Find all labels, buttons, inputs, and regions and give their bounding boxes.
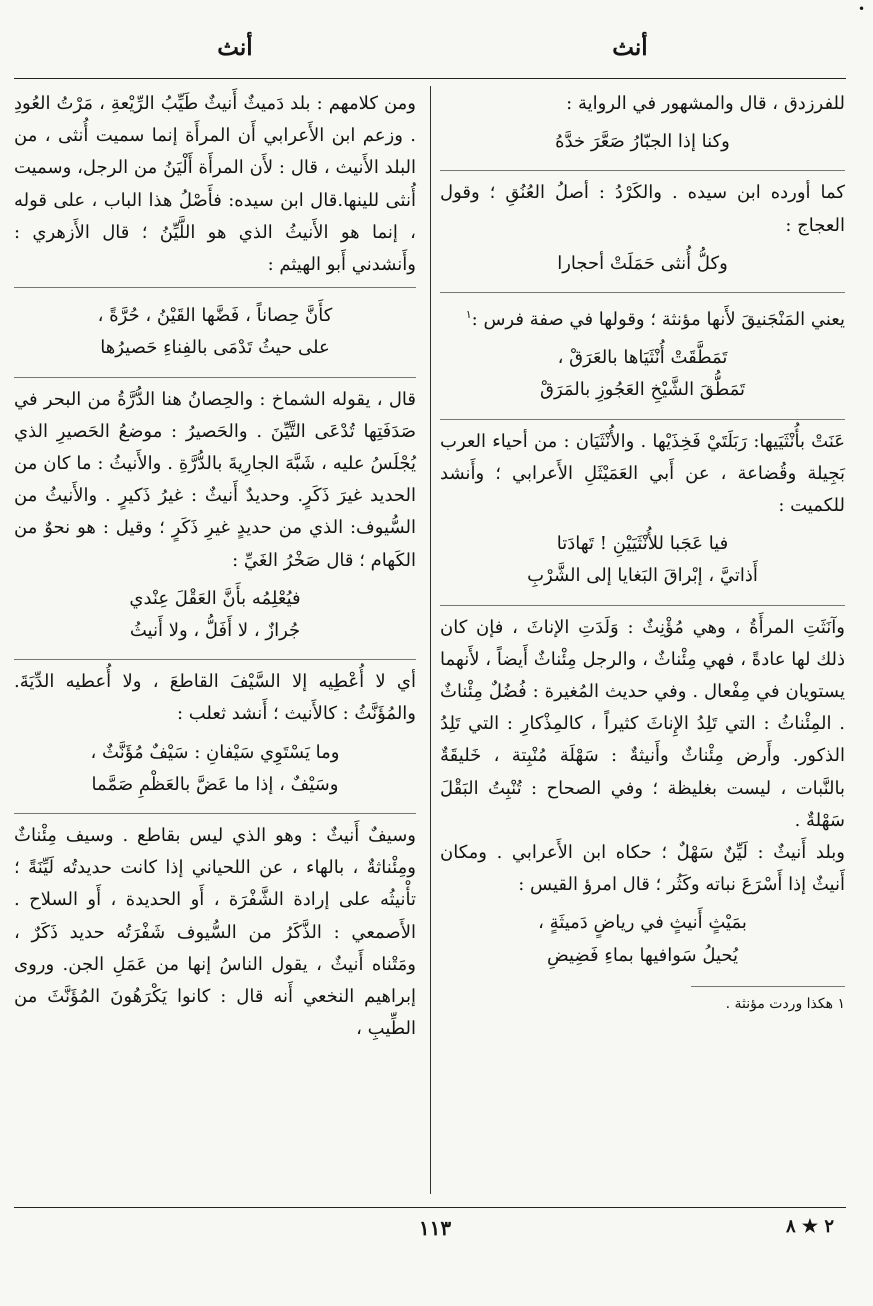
verse-block: [440, 120, 845, 164]
separator: [14, 659, 416, 660]
paragraph-text: يعني المَنْجَنيقَ لأَنها مؤنثة ؛ وقولها في صفة فرس :: [471, 309, 845, 331]
paragraph: عَنَتْ بأُنْثَيَيها: رَبَلَتَيْ فَخِذَيْها . والأُنْثَيَان : من أحياء العرب بَجِيلة وقُضاعة ، عن أَبي العَمَيْثَلِ الأَعرابي ؛ وأَنشد للكميت :: [440, 430, 845, 517]
paragraph: وآنَثَتِ المرأَةُ ، وهي مُؤْنِثٌ : وَلَدَتِ الإناثَ ، فإن كان ذلك لها عادةً ، فهي مِئْناثٌ ، والرجل مِئْناثٌ أَيضاً ، لأَنهما يستويان في مِفْعال . وفي حديث المُغيرة : فُضُلٌ مِئْناثٌ . المِئْناثُ : التي تَلِدُ الإِناثَ كثيراً ، كالمِذْكارِ : التي تَلِدُ الذكور. وأَرض مِئْناثٌ وأَنيثةٌ : سَهْلَة مُنْبِتة ، خَليقَةٌ بالنَّبات ، ليست بغليظة ؛ وفي الصحاح : تُنْبِتُ البَقْلَ سَهْلةٌ .: [440, 616, 845, 831]
verse-line: أَذاتيَّ ، إبْراقَ البَغايا إلى الشَّرْبِ: [527, 565, 758, 587]
page-footer: [0, 1216, 873, 1256]
page-header: [0, 34, 873, 68]
paragraph: وسيفٌ أَنيثٌ : وهو الذي ليس بقاطع . وسيف مِئْناثٌ ومِئْناثةٌ ، بالهاء ، عن اللحياني إذا كانت حديدتُه لَيِّنَةً ؛ تأْنيثُه على إرادة الشَّفْرَة ، أَو الحديدة ، أَو السلاح . الأَصمعي : الذَّكَرُ من السُّيوف شَفْرَتُه حديد ذَكَرٌ ، ومَتْناه أَنيثٌ ، يقول الناسُ إنها من عَمَلِ الجن. وروى إبراهيم النخعي أَنه قال : كانوا يَكْرَهُونَ المُؤَنَّثَ من الطِّيبِ ،: [14, 825, 416, 1040]
paragraph: كما أورده ابن سيده . والكَرْدُ : أصلُ العُنُقِ ؛ وقول العجاج :: [440, 182, 845, 236]
verse-line: يُحيلُ سَوافيها بماءِ فَضِيضِ: [546, 944, 739, 966]
verse-line: على حيثُ تَدْمَى بالفِناءِ حَصيرُها: [100, 337, 330, 359]
paragraph: أي لا أُعْطِيه إلا السَّيْفَ القاطعَ ، ولا أُعطيه الدِّيَةَ. والمُؤَنَّثُ : كالأَنيث ؛ أَنشد ثعلب :: [14, 671, 416, 725]
footnote-ref: ١: [465, 308, 472, 322]
paragraph: قال ، يقوله الشماخ : والحِصانُ هنا الدُّرَّةُ من البحر في صَدَفَتِها تُدْعَى التَّيِّنَ . والحَصيرُ : موضعُ الحَصيرِ الذي يُجْلَسُ عليه ، شَبَّهَ الجارِيةَ بالدُّرَّةِ . والأَنيثُ : ما كان من الحديد غيرَ ذَكَرٍ. وحديدٌ أَنيثٌ : غيرُ ذَكيرٍ . والأَنيثُ من السُّيوف: الذي من حديدٍ غيرِ ذَكَرٍ ؛ وقيل : هو نحوٌ من الكَهام ؛ قال صَخْرُ الغَيِّ :: [14, 388, 416, 571]
verse-block: [440, 242, 845, 286]
separator: [14, 813, 416, 814]
left-column-title: أنث: [217, 34, 253, 61]
header-rule: [14, 78, 846, 79]
paragraph: للفرزدق ، قال والمشهور في الرواية :: [566, 93, 845, 114]
separator: [14, 377, 416, 378]
left-column: [14, 88, 416, 1045]
verse-line: بمَيْثٍ أَنيثٍ في رياضٍ دَميثَةٍ ،: [538, 912, 747, 934]
verse-line: جُرازٌ ، لا أَفَلُّ ، ولا أَنيثُ: [129, 620, 301, 642]
footer-rule: [14, 1207, 846, 1208]
column-divider: [430, 86, 431, 1194]
verse-line: وسَيْفٌ ، إذا ما عَضَّ بالعَظْمِ صَمَّما: [91, 773, 339, 795]
verse-block: [14, 294, 416, 370]
separator: [14, 287, 416, 288]
verse-block: [440, 901, 845, 977]
verse-block: [440, 522, 845, 598]
separator: [440, 292, 845, 293]
separator: [440, 605, 845, 606]
footnote: ١ هكذا وردت مؤنثة .: [725, 995, 845, 1012]
signature-mark: ٢ ★ ٨: [785, 1216, 834, 1237]
paragraph: [440, 299, 845, 336]
paragraph: وبلد أَنيثٌ : لَيِّنٌ سَهْلٌ ؛ حكاه ابن الأَعرابي . ومكان أَنيثٌ إذا أَسْرَعَ نباته وكَثُر ؛ قال امرؤ القيس :: [440, 842, 845, 896]
page-number: ١١٣: [418, 1216, 452, 1240]
verse-line: وما يَسْتَوِي سَيْفانِ : سَيْفٌ مُؤَنَّثٌ ،: [90, 741, 340, 763]
verse-line: فيُعْلِمُه بأَنَّ العَقْلَ عِنْدي: [129, 587, 301, 609]
verse-block: [14, 731, 416, 807]
verse-line: فيا عَجَبا للأُنْثَيَيْنِ ! تَهادَتا: [556, 533, 729, 555]
verse-line: كأَنَّ حِصاناً ، فَضَّها القَيْنُ ، حُرَّةً ،: [97, 305, 333, 327]
right-column: [440, 88, 845, 1017]
footnote-rule: [691, 986, 845, 987]
verse-line: وكنا إذا الجبّارُ صَعَّرَ خدَّهُ: [555, 131, 730, 153]
verse-line: تَمَطَّقَتْ أُنْثَيَاها بالعَرَقْ ،: [557, 347, 728, 369]
verse-block: [14, 577, 416, 653]
verse-line: تَمَطُّقَ الشَّيْخِ العَجُوزِ بالمَرَقْ: [539, 379, 745, 401]
paragraph: ومن كلامهم : بلد دَميثٌ أَنيثٌ طَيِّبُ الرِّيْعةِ ، مَرْتُ العُودِ . وزعم ابن الأَعرابي أَن المرأَة إنما سميت أُنثى ، من البلد الأَنيث ، قال : لأَن المرأَة أَلْيَنُ من الرجل، وسميت أُنثى للينها.قال ابن سيده: فأَصْلُ هذا الباب ، على قوله ، إنما هو الأَنيثُ الذي هو اللَّيِّنُ ؛ قال الأَزهري : وأَنشدني أَبو الهيثم :: [14, 93, 416, 276]
separator: [440, 170, 845, 171]
verse-line: وكلُّ أُنثى حَمَلَتْ أحجارا: [557, 252, 728, 274]
separator: [440, 419, 845, 420]
right-column-title: أنث: [612, 34, 648, 61]
corner-mark: •: [858, 2, 866, 16]
verse-block: [440, 336, 845, 412]
